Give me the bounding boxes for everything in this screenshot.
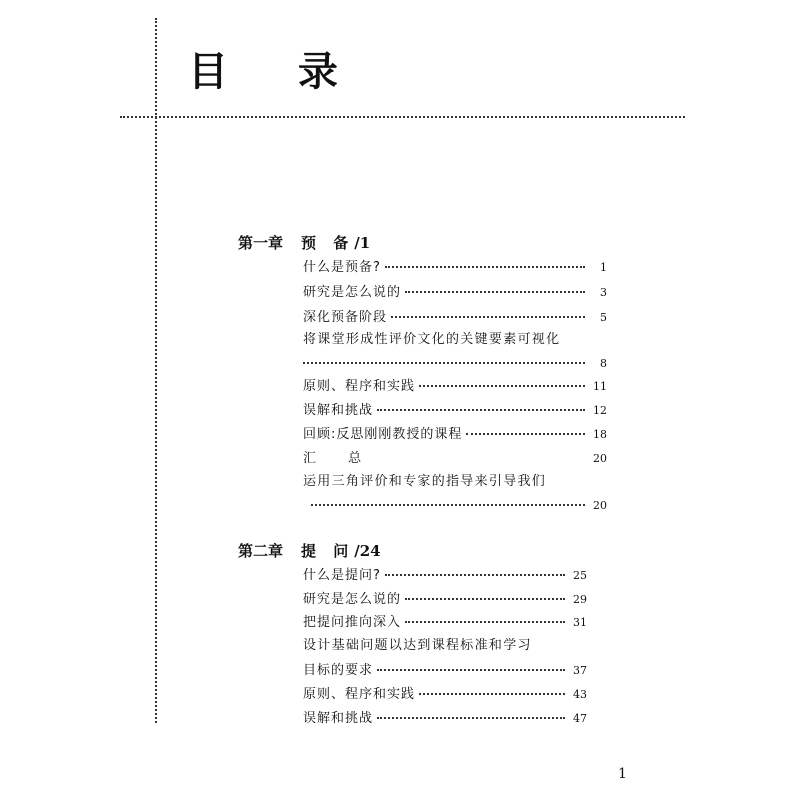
chapter-2-number: 第二章 xyxy=(238,542,284,560)
toc-entry-page: 29 xyxy=(573,593,587,606)
toc-entry-page: 31 xyxy=(573,616,587,629)
toc-entry[interactable] xyxy=(303,425,607,445)
leader-dots xyxy=(385,574,565,576)
leader-dots xyxy=(377,669,565,671)
toc-entry-text: 什么是提问? xyxy=(303,568,381,583)
leader-dots xyxy=(377,717,565,719)
toc-entry[interactable] xyxy=(303,590,587,610)
toc-entry-page: 47 xyxy=(573,712,587,725)
toc-entry-page: 20 xyxy=(593,452,607,465)
leader-dots xyxy=(405,621,565,623)
chapter-1-heading[interactable] xyxy=(238,232,538,254)
toc-entry[interactable] xyxy=(303,661,587,681)
page-number: 1 xyxy=(618,766,627,782)
toc-entry-text: 研究是怎么说的 xyxy=(303,592,402,607)
toc-entry[interactable] xyxy=(303,283,607,303)
toc-entry-page: 8 xyxy=(600,357,607,370)
toc-entry[interactable] xyxy=(303,308,607,328)
chapter-1-page: /1 xyxy=(354,234,371,252)
page-title: 目 录 xyxy=(188,48,366,95)
leader-dots xyxy=(419,385,585,387)
toc-entry[interactable] xyxy=(303,613,587,633)
chapter-2-title: 提 问 xyxy=(301,542,355,560)
toc-entry-page: 3 xyxy=(600,286,607,299)
toc-entry-page: 20 xyxy=(593,499,607,512)
toc-entry[interactable] xyxy=(303,401,607,421)
toc-entry-page: 11 xyxy=(593,380,607,393)
toc-entry-text: 误解和挑战 xyxy=(303,403,374,418)
toc-entry-page: 12 xyxy=(593,404,607,417)
toc-entry-continuation[interactable] xyxy=(303,354,607,374)
toc-entry-text: 原则、程序和实践 xyxy=(303,379,416,394)
toc-entry-text-line1[interactable]: 运用三角评价和专家的指导来引导我们 xyxy=(303,474,547,489)
horizontal-dotted-rule xyxy=(120,116,685,118)
chapter-2-page: /24 xyxy=(354,542,381,560)
toc-entry-text: 回顾:反思刚刚教授的课程 xyxy=(303,427,463,442)
chapter-1-number: 第一章 xyxy=(238,234,284,252)
toc-entry-text: 什么是预备? xyxy=(303,260,381,275)
toc-entry[interactable] xyxy=(303,566,587,586)
toc-entry-text-line2: 目标的要求 xyxy=(303,663,374,678)
leader-dots xyxy=(311,504,585,506)
toc-entry-page: 1 xyxy=(600,261,607,274)
leader-dots xyxy=(391,316,585,318)
toc-entry-text: 原则、程序和实践 xyxy=(303,687,416,702)
leader-dots xyxy=(377,409,585,411)
toc-entry-text-line1[interactable]: 将课堂形成性评价文化的关键要素可视化 xyxy=(303,332,561,347)
chapter-1-title: 预 备 xyxy=(301,234,355,252)
toc-entry-text: 研究是怎么说的 xyxy=(303,285,402,300)
toc-entry[interactable] xyxy=(303,258,607,278)
toc-entry-page: 18 xyxy=(593,428,607,441)
toc-entry-text: 深化预备阶段 xyxy=(303,310,388,325)
toc-entry[interactable] xyxy=(303,449,607,469)
toc-entry[interactable] xyxy=(303,377,607,397)
chapter-2-heading[interactable] xyxy=(238,540,538,562)
toc-entry-page: 43 xyxy=(573,688,587,701)
leader-dots xyxy=(385,266,585,268)
toc-entry-text: 误解和挑战 xyxy=(303,711,374,726)
leader-dots xyxy=(303,362,585,364)
vertical-dotted-rule xyxy=(155,18,157,723)
toc-entry-page: 37 xyxy=(573,664,587,677)
toc-entry-text-line1[interactable]: 设计基础问题以达到课程标准和学习 xyxy=(303,638,532,653)
toc-entry-page: 25 xyxy=(573,569,587,582)
leader-dots xyxy=(405,598,565,600)
leader-dots xyxy=(419,693,565,695)
toc-entry-text: 汇 总 xyxy=(303,451,376,466)
toc-entry-continuation[interactable] xyxy=(303,496,607,516)
leader-dots xyxy=(405,291,585,293)
toc-entry[interactable] xyxy=(303,709,587,729)
leader-dots xyxy=(466,433,585,435)
toc-entry-page: 5 xyxy=(600,311,607,324)
toc-entry-text: 把提问推向深入 xyxy=(303,615,402,630)
toc-entry[interactable] xyxy=(303,685,587,705)
